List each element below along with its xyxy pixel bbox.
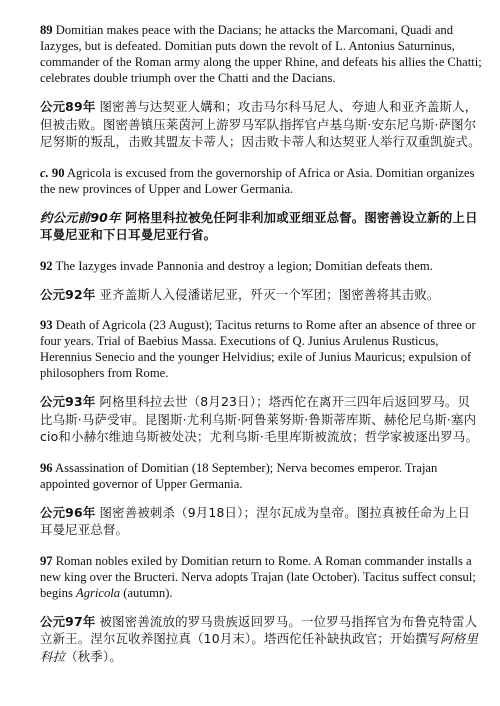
book-title: Agricola [76, 585, 121, 600]
year-label: 92 [40, 258, 53, 273]
chinese-text: 图密善被刺杀（9月18日）；涅尔瓦成为皇帝。图拉真被任命为上日耳曼尼亚总督。 [40, 504, 471, 537]
year-label: 公元89年 [40, 99, 96, 114]
english-paragraph [40, 258, 482, 274]
chinese-paragraph [40, 209, 482, 244]
year-label: 公元97年 [40, 613, 96, 629]
chinese-paragraph [40, 613, 482, 666]
english-paragraph [40, 460, 482, 492]
english-text: The Iazyges invade Pannonia and destroy a legion; Domitian defeats them. [52, 258, 433, 273]
chinese-paragraph [40, 286, 482, 304]
year-label: 约公元前90年 [40, 209, 121, 225]
book-title: 阿格里科拉 [40, 631, 479, 664]
chinese-paragraph [40, 98, 482, 151]
entry-97 [40, 553, 482, 666]
english-text: Domitian makes peace with the Dacians; he attacks the Marcomani, Quadi and Iazyges, but is defeated. Domitian puts down the revolt of L. Antonius Saturninus, commander of the Roman army along the upper Rhine, and defeats his allies the Chatti; celebrates double triumph over the Chatti and the Dacians. [40, 23, 482, 85]
english-text: Death of Agricola (23 August); Tacitus returns to Rome after an absence of three or four years. Trial of Baebius Massa. Executions of Q. Junius Arulenus Rusticus, Herennius Senecio and the younger Helvidius; exile of Junius Mauricus; expulsion of philosophers from Rome. [40, 318, 476, 380]
chinese-text: 阿格里科拉去世（8月23日）；塔西佗在离开三四年后返回罗马。贝比乌斯·马萨受审。昆图斯·尤利乌斯·阿鲁莱努斯·鲁斯蒂库斯、赫伦尼乌斯·塞内cio和小赫尔维迪乌斯被处决；尤利乌斯·毛里库斯被流放；哲学家被逐出罗马。 [40, 394, 479, 444]
chinese-text: 亚齐盖斯人入侵潘诺尼亚，歼灭一个军团；图密善将其击败。 [95, 286, 440, 302]
year-label: 89 [40, 23, 53, 37]
english-paragraph [40, 553, 482, 601]
entry-89 [40, 22, 482, 151]
english-paragraph [40, 22, 482, 86]
chinese-text: 被图密善流放的罗马贵族返回罗马。一位罗马指挥官为布鲁克特雷人立新王。涅尔瓦收养图拉真（10月末）。塔西佗任补缺执政官；开始撰写 [40, 613, 478, 646]
year-label: 90 [48, 165, 65, 180]
entry-90 [40, 165, 482, 244]
entry-96 [40, 460, 482, 539]
english-text: Roman nobles exiled by Domitian return to Rome. A Roman commander installs a new king over the Bructeri. Nerva adopts Trajan (late October). Tacitus suffect consul; begins [40, 553, 476, 600]
chinese-text: 图密善与达契亚人媾和；攻击马尔科马尼人、夸迪人和亚齐盖斯人，但被击败。图密善镇压莱茵河上游罗马军队指挥官卢基乌斯·安东尼乌斯·萨图尔尼努斯的叛乱，击败其盟友卡蒂人；因击败卡蒂人和达契亚人举行双重凯旋式。 [40, 99, 481, 149]
year-label: 公元96年 [40, 504, 96, 520]
chinese-text: 阿格里科拉被免任阿非利加或亚细亚总督。图密善设立新的上日耳曼尼亚和下日耳曼尼亚行省。 [40, 209, 478, 242]
chinese-text: （秋季）。 [65, 648, 122, 664]
circa-label: c. [40, 165, 49, 180]
english-paragraph [40, 165, 482, 197]
year-label: 93 [40, 318, 53, 332]
chinese-paragraph [40, 393, 482, 446]
chinese-paragraph [40, 504, 482, 539]
year-label: 96 [40, 460, 53, 475]
english-paragraph [40, 317, 482, 381]
year-label: 公元92年 [40, 286, 96, 302]
english-text: (autumn). [120, 585, 173, 600]
english-text: Assassination of Domitian (18 September); Nerva becomes emperor. Trajan appointed governor of Upper Germania. [40, 460, 438, 491]
english-text: Agricola is excused from the governorship of Africa or Asia. Domitian organizes the new provinces of Upper and Lower Germania. [40, 165, 475, 196]
entry-93 [40, 317, 482, 446]
year-label: 公元93年 [40, 394, 96, 409]
year-label: 97 [40, 553, 53, 568]
entry-92 [40, 258, 482, 304]
